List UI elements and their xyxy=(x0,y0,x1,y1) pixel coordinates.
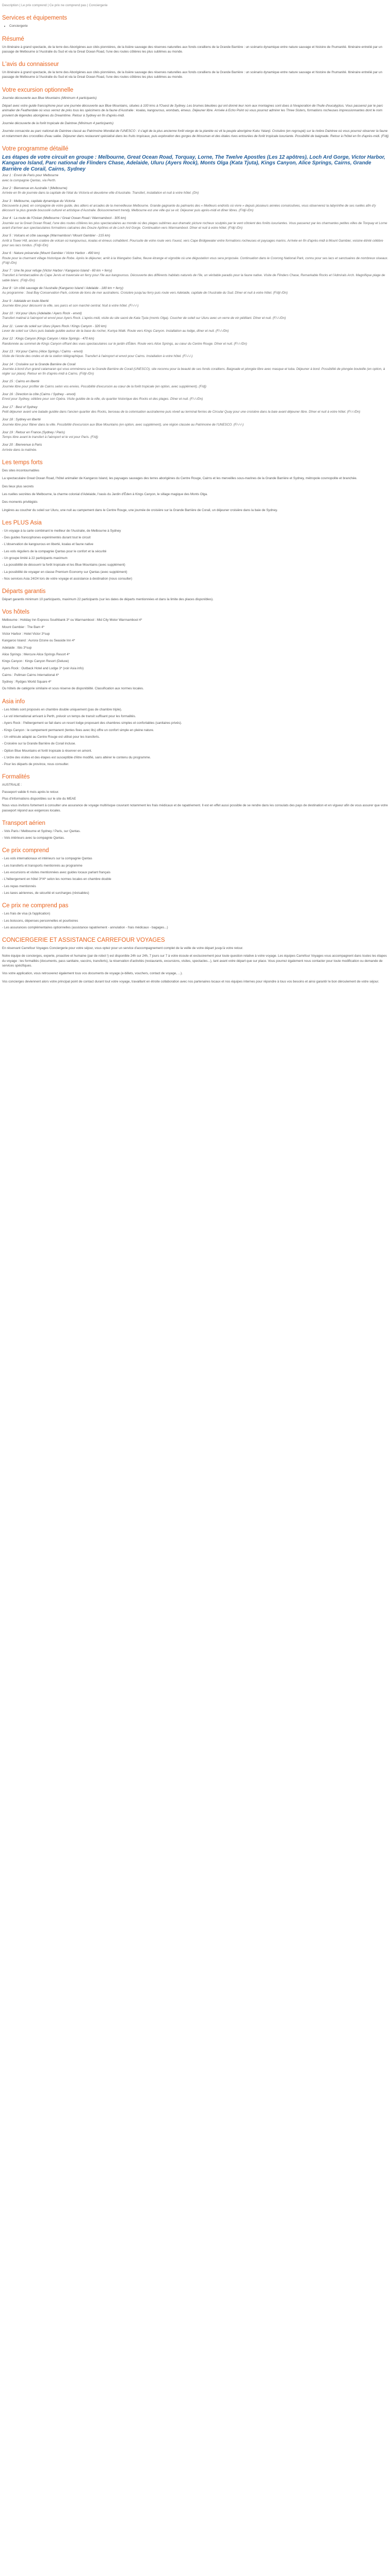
day-item xyxy=(2,430,389,440)
envie-text: Un itinéraire à grand spectacle, de la terre des Aborigènes aux cités pionnières, de la lisière sauvage des réserves naturelles aux fonds coralliens de la Grande Barrière : un scénario dynamique entre nature sauvage et histoire de l'humanité. Itinéraire entrelié par un passage de Melbourne à l'Australie du Sud et via la Great Ocean Road, l'une des routes côtières les plus sublimes au monde. xyxy=(2,71,382,79)
hotel-line: Melbourne : Holiday Inn Express Southbank 3* ou Warrnambool : Mid City Motor Warrnambool 4* xyxy=(2,618,142,622)
escapade-p2: Départ avec votre guide francophone pour une journée découverte aux Blue Mountains, situées à 100 kms à l'Ouest de Sydney. Les brumes bleutées qui ont donné leur nom aux montagnes sont dues à l'évaporation de l'huile d'eucalyptus. Vous passerez par le parc animalier de Featherdale où vous verrez de près tous les spécimens de la faune d'Australie : koalas, kangourous, wombats, émeus. Déjeuner libre. Arrivée à Echo Point où vous pourrez admirer les Three Sisters, formations rocheuses impressionnantes dont le nom provient de légendes aborigènes du Dreamtime. Retour à Sydney en fin d'après-midi. xyxy=(2,104,383,117)
day-item xyxy=(2,173,389,183)
departs-text: Départ garantis minimum 10 participants, maximum 22 participants (sur les dates de départs mentionnées et dans la limite des places disponibles). xyxy=(2,598,214,602)
day-description: Envol pour Sydney, célèbre pour son Opéra. Visite guidée de la ville, du quartier historique des Rocks et des plages. Dîner et nuit. (F/-/-/Dn) xyxy=(2,397,203,401)
day-title: Jour 16 : Direction la côte (Cairns / Sydney - envol) xyxy=(2,393,76,397)
day-description: Journée libre pour flâner dans la ville. Possibilité d'excursion aux Blue Mountains (en option, avec supplément), une région classée au Patrimoine de l'UNESCO. (F/-/-/-) xyxy=(2,422,244,427)
escapade-p1: Journée découverte aux Blue Mountains (Minimum 4 participants) xyxy=(2,96,97,100)
day-item xyxy=(2,251,389,265)
services-list xyxy=(2,24,389,28)
day-title: Jour 13 : Vol pour Cairns (Alice Springs / Cairns - envol) xyxy=(2,349,83,353)
day-title: Jour 5 : Volcans et côte sauvage (Warrnambool / Mount Gambier - 215 km) xyxy=(2,234,110,238)
concierge-p4: Vos concierges deviennent alors votre principal point de contact durant tout votre voyage, travaillant en étroite collaboration avec nos partenaires locaux et nos équipes internes pour répondre à tous vos besoins et ainsi garantir le bon déroulement de votre séjour. xyxy=(2,979,379,984)
formalites-line: Passeport valide 6 mois après le retour. xyxy=(2,790,59,794)
info-list xyxy=(2,707,389,767)
concierge-p2: Notre équipe de concierges, experte, proactive et humaine (par de robot !) est disponible 24h sur 24h, 7 jours sur 7 à votre écoute et exclusivement pour toute question relative à votre voyage. Les équipes Carrefour Voyages vous accompagnent dans toutes les étapes du voyage : les formalités (documents, pass sanitaire, vaccins, transferts), la réservation d'activités (restaurants, excursions, visites, spectacles...), tant avant votre départ que sur place. Vous pourrez également nous contacter pour toute modification ou demande de services spécifiques. xyxy=(2,954,387,968)
day-description: Arrivée dans la matinée. xyxy=(2,448,37,452)
pascomprend-item: - Les frais de visa (à l'application) xyxy=(2,912,51,916)
day-title: Jour 8 : Un côté sauvage de l'Australie (Kangaroo Island / Adelaide - 180 km + ferry) xyxy=(2,286,123,290)
day-item xyxy=(2,324,389,334)
plus-title: Les PLUS Asia xyxy=(2,519,42,526)
day-item xyxy=(2,299,389,309)
services-title: Services et équipements xyxy=(2,15,67,22)
programme-title: Votre programme détaillé xyxy=(2,145,69,152)
day-title: Jour 15 : Cairns en liberté xyxy=(2,380,40,384)
day-description: Journée sur la Great Ocean Road, l'une des routes côtières les plus spectaculaires au monde où des plages sublimes aux dramatic picture rocheux sculptés par le vent côtoient des forêts luxuriantes. Vous passerez par les charmantes petites villes de Torquay et Lorne avant d'arriver aux spectaculaires formations calcaires des Douze Apôtres et de Loch Ard Gorge. Continuation vers Warrnambool. Dîner et nuit à votre hôtel. (F/dj/-/Dn) xyxy=(2,221,387,230)
plus-item: - Un voyage à la carte combinant le meilleur de l'Australie, de Melbourne à Sydney xyxy=(2,529,121,533)
day-item xyxy=(2,405,389,415)
info-item: - Un véhicule adapté au Centre Rouge est utilisé pour les transferts. xyxy=(2,735,100,739)
day-item xyxy=(2,362,389,377)
concierge-title: CONCIERGERIE ET ASSISTANCE CARREFOUR VOYAGES xyxy=(2,937,165,944)
day-description: Journée à bord d'un grand catamaran qui vous emmènera sur la Grande Barrière de Corail (UNESCO), site reconnu pour la beauté de ses fonds coralliens. Baignade et plongée libre avec masque et tuba. Déjeuner à bord. Possibilité de plongée bouteille (en option, à régler sur place). Retour en fin d'après-midi à Cairns. (F/dj/-/Dn) xyxy=(2,367,385,376)
hotel-line: Victor Harbor : Hotel Victor 3*sup xyxy=(2,632,50,636)
day-title: Jour 20 : Bienvenue à Paris xyxy=(2,443,42,447)
info-item: - Pour les départs de province, nous consulter. xyxy=(2,762,69,767)
day-item xyxy=(2,216,389,230)
concierge-p1: En réservant Carrefour Voyages Conciergerie pour votre séjour, vous optez pour un service d'accompagnement complet de la veille de votre départ jusqu'à votre retour. xyxy=(2,946,243,951)
day-description: Journée libre pour découvrir la ville, ses parcs et son marché central. Nuit à votre hôtel. (F/-/-/-) xyxy=(2,303,139,308)
formalites-list xyxy=(2,783,389,812)
day-title: Jour 17 : Best of Sydney xyxy=(2,405,38,409)
day-description: Journée libre pour profiter de Cairns selon vos envies. Possibilité d'excursion au cœur de la forêt tropicale (en option, avec supplément). (F/dj) xyxy=(2,384,206,388)
info-title: Asia info xyxy=(2,698,25,705)
info-item: - Ayers Rock : l'hébergement se fait dans un resort lodge proposant des chambres simples et confortables (sanitaires privés). xyxy=(2,721,182,725)
day-item xyxy=(2,268,389,283)
day-item xyxy=(2,311,389,321)
day-title: Jour 3 : Melbourne, capitale dynamique du Victoria xyxy=(2,199,75,203)
escapade-p3: Journée découverte de la forêt tropicale de Daintree (Minimum 4 participants) xyxy=(2,121,113,125)
temps-text: Lingères au coucher du soleil sur Uluru, une nuit au campement dans le Centre Rouge, une journée de croisière sur la Grande Barrière de Corail, un déjeuner croisière dans la baie de Sydney. xyxy=(2,508,278,512)
departs-title: Départs garantis xyxy=(2,588,46,595)
transport-list xyxy=(2,829,389,841)
pascomprend-title: Ce prix ne comprend pas xyxy=(2,903,69,909)
comprend-item: - Les excursions et visites mentionnées avec guides locaux parlant français xyxy=(2,871,111,875)
day-title: Jour 14 : Croisière sur la Grande Barrière de Corail xyxy=(2,362,76,366)
day-title: Jour 9 : Adelaide en toute liberté xyxy=(2,299,49,303)
envie-title: L'avis du connaisseur xyxy=(2,61,59,68)
info-item: - Croisière sur la Grande Barrière de Corail incluse. xyxy=(2,742,76,746)
day-description: Petit déjeuner avant une balade guidée dans l'ancien quartier des Rocks, berceau de la colonisation australienne puis réveil au terminal ferries de Circular Quay pour une croisière dans la baie avant déjeuner libre. Dîner et nuit à votre hôtel. (F/-/-/Dn) xyxy=(2,410,361,414)
plus-item: - L'observation de kangourous en liberté, koalas et faune native xyxy=(2,543,93,547)
comprend-item: - L'hébergement en hôtel 3*/4* selon les normes locales en chambre double xyxy=(2,877,111,882)
day-title: Jour 10 : Vol pour Uluru (Adelaide / Ayers Rock - envol) xyxy=(2,312,82,316)
temps-heading: Des lieux plus secrets xyxy=(2,484,34,488)
pascomprend-item: - Les boissons, dépenses personnelles et pourboires xyxy=(2,919,78,923)
day-item xyxy=(2,392,389,402)
temps-text: La spectaculaire Great Ocean Road, l'hôtel animalier de Kangaroo Island, les paysages sauvages des terres aborigènes du Centre Rouge, Cairns et les merveilles sous-marines de la Grande Barrière et Sydney, métropole cosmopolite et branchée. xyxy=(2,477,357,481)
day-title: Jour 2 : Bienvenue en Australie ! (Melbourne) xyxy=(2,186,68,190)
temps-title: Les temps forts xyxy=(2,460,43,466)
transport-title: Transport aérien xyxy=(2,820,45,826)
plus-item: - Nos services Asia 24/24 lors de votre voyage et assistance à destination (nous consulter) xyxy=(2,577,133,581)
breadcrumb[interactable]: Description | Le prix comprend | Ce prix ne comprend pas | Conciergerie xyxy=(2,4,108,7)
concierge-p3: Vos votre application, vous retrouverez également tous vos documents de voyage (e-billets, vouchers, contact de voyage, ...). xyxy=(2,972,183,976)
day-title: Jour 11 : Lever du soleil sur Uluru (Ayers Rock / Kings Canyon - 320 km) xyxy=(2,324,107,328)
programme-headline: Les étapes de votre circuit en groupe : Melbourne, Great Ocean Road, Torquay, Lorne, The Twelve Apostles (Les 12 apôtres), Loch Ard Gorge, Victor Harbor, Kangaroo Island, Parc national de Flinders Chase, Adelaide, Uluru (Ayers Rock), Monts Olga (Kata Tjuta), Kings Canyon, Alice Springs, Cairns, Grande Barrière de Corail, Cairns, Sydney xyxy=(2,154,385,172)
plus-item: - La possibilité de voyager en classe Premium Economy sur Qantas (avec supplément) xyxy=(2,570,127,574)
day-description: Lever de soleil sur Uluru puis balade guidée autour de la base du rocher, Kuniya Walk. Route vers Kings Canyon. Installation au lodge, dîner et nuit. (F/-/-/Dn) xyxy=(2,329,229,333)
comprend-title: Ce prix comprend xyxy=(2,848,49,854)
hotel-line: Ayers Rock : Outback Hotel and Lodge 3* (voir Asia info) xyxy=(2,666,84,670)
formalites-line: AUSTRALIE : xyxy=(2,783,22,787)
day-item xyxy=(2,443,389,452)
temps-heading: Des moments privilégiés xyxy=(2,500,38,504)
day-item xyxy=(2,336,389,346)
hotel-line: Kings Canyon : Kings Canyon Resort (Deluxe) xyxy=(2,659,69,664)
plus-item: - La possibilité de découvrir la forêt tropicale et les Blue Mountains (avec supplément) xyxy=(2,563,125,567)
hotel-line: Adelaide : Ibis 3*sup xyxy=(2,646,32,650)
day-title: Jour 19 : Retour en France (Sydney / Paris) xyxy=(2,430,65,434)
temps-heading: Des sites incontournables xyxy=(2,469,40,473)
escapade-p4: Journée consacrée au parc national de Daintree classé au Patrimoine Mondial de l'UNESCO : il s'agit de la plus ancienne forêt vierge de la planète où vit la peuple aborigène Kuku Yalanji. Croisière (en regroupé) sur la rivière Daintree où vous pourrez observer la faune et notamment des crocodiles d'eau salée. Déjeuner dans restaurant spécialisé dans les fruits tropicaux, puis exploration des gorges de Mossman et des étales rives entourées de forêt tropicale luxuriante. Possibilité de baignade. Retour à l'hôtel en fin d'après-midi. (F/dj) xyxy=(2,129,389,138)
day-description: Au programme : Seal Bay Conservation Park, colonie de lions de mer australiens. Croisière jusqu'au ferry puis route vers Adelaide, capitale de l'Australie du Sud. Dîner et nuit à votre hôtel. (F/dj/-/Dn) xyxy=(2,291,288,295)
transport-item: - Vols Paris / Melbourne et Sydney / Paris, sur Qantas. xyxy=(2,829,81,833)
services-item: • Conciergerie xyxy=(9,24,389,28)
info-item: - L'ordre des visites et des étapes est susceptible d'être modifié, sans altérer le contenu du programme. xyxy=(2,755,151,759)
day-description: Découverte à pied, en compagnie de votre guide, des atliers et arcades de la merveilleuse Melbourne. Grande gagnante du palmarès des « Meilleurs endroits où vivre » depuis plusieurs années consécutives, vous observerez la labyrinthe de ses ruelles afin d'y découvrir la plus grande boussolé culturel et artistique d'Australie. Boissonnement trendy, Melbourne est une ville qui se vit. Déjeuner puis après-midi et dîner libres. (F/dj/-/Dn) xyxy=(2,204,376,213)
hotels-title: Vos hôtels xyxy=(2,609,30,616)
formalites-line: Plus d'informations disponibles sur le site du MEAE xyxy=(2,797,76,801)
info-item: - Kings Canyon : le campement permanent (tentes fixes avec lits) offre un confort simple en pleine nature. xyxy=(2,728,154,732)
day-title: Jour 4 : La route de l'Océan (Melbourne / Great Ocean Road / Warrnambool - 305 km) xyxy=(2,216,126,221)
day-description: Transfert à l'embarcadère du Cape Jervis et traversée en ferry pour l'île aux kangourous. Découverte des différents habitats naturels de l'île, un véritable paradis pour la faune native. Visite de Flinders Chase, Remarkable Rocks et l'Admirals Arch. Magnifique plage de sable blanc. (F/dj/-/Dn) xyxy=(2,274,385,282)
info-item: - Les hôtels sont proposés en chambre double uniquement (pas de chambre triple). xyxy=(2,707,122,711)
day-description: Temps libre avant le transfert à l'aéroport et le vol pour Paris. (F/dj) xyxy=(2,435,99,439)
day-item xyxy=(2,349,389,359)
comprend-item: - Les vols internationaux et intérieurs sur la compagnie Qantas xyxy=(2,857,92,861)
day-item xyxy=(2,186,389,196)
pascomprend-item: - Les assurances complémentaires optionnelles (assistance rapatriement - annulation - frais médicaux - bagages...) xyxy=(2,925,168,929)
hotel-line: Kangaroo Island : Aurora Ozone ou Seaside Inn 4* xyxy=(2,639,75,643)
day-description: Visite de l'école des ondes et de la station télégraphique. Transfert à l'aéroport et envol pour Cairns. Installation à votre hôtel. (F/-/-/-) xyxy=(2,354,193,359)
plus-list xyxy=(2,529,389,581)
transport-item: - Vols intérieurs avec la compagnie Qantas. xyxy=(2,836,65,840)
temps-text: Les ruelles secrètes de Melbourne, la charme colonial d'Adelaide, l'oasis du Jardin d'Éden à Kings Canyon, le sillage magique des Monts Olga. xyxy=(2,492,208,496)
day-list xyxy=(2,173,389,452)
day-item xyxy=(2,286,389,296)
hotels-list xyxy=(2,618,389,691)
formalites-line: Nous vous invitons fortement à consulter une assurance de voyage multirisque couvrant notamment les frais médicaux et de rapatriement. Il est en effet aussi possible de se rendre dans les consulats des pays de destination et en vigueur afin de vous assurer que votre passeport répond aux exigences locales. xyxy=(2,804,388,812)
escapade-title: Votre excursion optionnelle xyxy=(2,87,74,93)
info-item: - Le vol international arrivant à Perth, prévoir un temps de transit suffisant pour les formalités. xyxy=(2,715,136,719)
day-title: Jour 7 : Une île pour refuge (Victor Harbor / Kangaroo Island - 60 km + ferry) xyxy=(2,269,112,273)
day-item xyxy=(2,379,389,389)
comprend-list xyxy=(2,856,389,895)
day-description: Randonnée au sommet de Kings Canyon offrant des vues spectaculaires sur le jardin d'Éden. Route vers Alice Springs, au cœur du Centre Rouge. Dîner et nuit. (F/-/-/Dn) xyxy=(2,342,247,346)
day-description: avec la compagnie Qantas, via Perth. xyxy=(2,178,56,182)
hotel-line: Mount Gambier : The Barn 4* xyxy=(2,625,45,629)
info-item: - Option Blue Mountains et forêt tropicale à réserver en amont. xyxy=(2,749,92,753)
day-title: Jour 12 : Kings Canyon (Kings Canyon / Alice Springs - 470 km) xyxy=(2,337,94,341)
comprend-item: - Les repas mentionnés xyxy=(2,884,36,888)
comprend-item: - Les transferts et transports mentionnés au programme xyxy=(2,863,83,868)
day-title: Jour 1 : Envol de Paris pour Melbourne xyxy=(2,174,59,178)
comprend-item: - Les taxes aériennes, de sécurité et surcharges (révisables) xyxy=(2,891,89,895)
resume-title: Résumé xyxy=(2,36,24,42)
hotel-line: Cairns : Pullman Cairns International 4* xyxy=(2,673,59,677)
pascomprend-list xyxy=(2,911,389,930)
day-title: Jour 6 : Nature préservée (Mount Gambier / Victor Harbor - 490 km) xyxy=(2,251,100,256)
day-item xyxy=(2,417,389,427)
day-item xyxy=(2,199,389,213)
temps-block xyxy=(2,468,389,513)
hotel-line: Sydney : Rydges World Square 4* xyxy=(2,680,52,684)
formalites-title: Formalités xyxy=(2,774,30,781)
day-description: Arrivée en fin de journée dans la capitale de l'état du Victoria et deuxième ville d'Australie. Transfert, installation et nuit à votre hôtel. (Dn) xyxy=(2,191,199,195)
day-title: Jour 18 : Sydney en liberté xyxy=(2,418,41,422)
plus-item: - Les vols réguliers de la compagnie Qantas pour le confort et la sécurité xyxy=(2,549,107,553)
resume-text: Un itinéraire à grand spectacle, de la terre des Aborigènes aux cités pionnières, de la lisière sauvage des réserves naturelles aux fonds coralliens de la Grande Barrière : un scénario dynamique entre nature sauvage et histoire de l'humanité. Itinéraire entrelié par un passage de Melbourne à l'Australie du Sud et via la Great Ocean Road, l'une des routes côtières les plus sublimes au monde. xyxy=(2,45,382,54)
hotel-line: Ou hôtels de catégorie similaire et sous réserve de disponibilité. Classification aux normes locales. xyxy=(2,687,144,691)
hotel-line: Alice Springs : Mercure Alice Springs Resort 4* xyxy=(2,652,70,656)
day-description: Arrêt à Tower Hill, ancien cratère de volcan où kangourous, koalas et émeus cohabitent. Poursuite de votre route vers l'ouest, vers Cape Bridgewater entre formations rocheuses et paysages marins. Arrivée en fin d'après-midi à Mount Gambier, voisine étinté célèbre pour ses lacs tondus. (F/dj/-/Dn) xyxy=(2,239,383,247)
page xyxy=(0,0,391,992)
plus-item: - Un groupe limité à 22 participants maximum xyxy=(2,556,68,560)
day-description: Route pour la charmant village historique de Robe. Après le déjeuner, arrêt à la Wangaloo Saline, fleuve étrange et vignoble où une dégustation vous sera proposée. Continuation dans le Coorong National Park, connu pour ses lacs et sanctuaires de nombreux oiseaux. (F/dj/-/Dn) xyxy=(2,256,388,265)
day-description: Transfert matinal à l'aéroport et envol pour Ayers Rock. L'après-midi, visite du site sacré de Kata Tjuta (monts Olga). Coucher de soleil sur Uluru avec un verre de vin pétillant. Dîner et nuit. (F/-/-/Dn) xyxy=(2,316,286,320)
day-item xyxy=(2,233,389,248)
plus-item: - Des guides francophones expérimentés durant tout le circuit xyxy=(2,536,91,540)
